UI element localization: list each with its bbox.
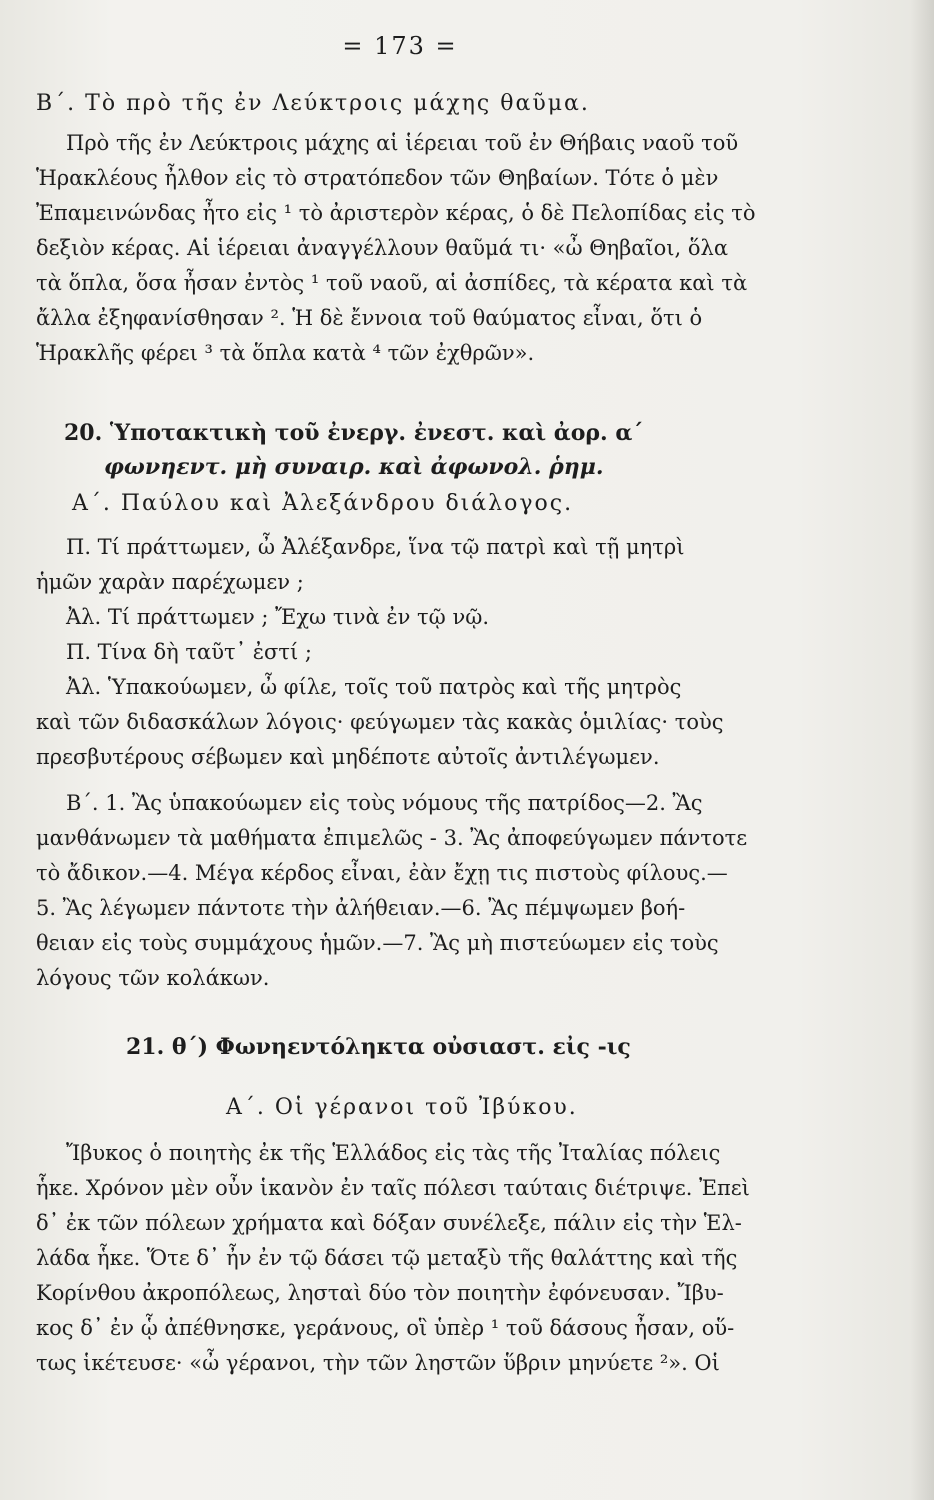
dialogue-line: Ἀλ. Τί πράττωμεν ; Ἔχω τινὰ ἐν τῷ νῷ. — [66, 605, 490, 629]
paragraph-line: Πρὸ τῆς ἐν Λεύκτροις μάχης αἱ ἱέρειαι τοῦ ἐν Θήβαις ναοῦ τοῦ — [66, 131, 739, 155]
section-20-heading — [36, 416, 836, 484]
paragraph-line: ἄλλα ἐξηφανίσθησαν ². Ἡ δὲ ἔννοια τοῦ θαύματος εἶναι, ὅτι ὁ — [36, 306, 703, 330]
page-gutter-shadow — [910, 0, 934, 1500]
story-title-block — [36, 1090, 836, 1126]
section-b-title: Β΄. Τὸ πρὸ τῆς ἐν Λεύκτροις μάχης θαῦμα. — [36, 91, 590, 116]
dialogue-line: Π. Τίνα δὴ ταῦτ᾿ ἐστί ; — [66, 640, 312, 664]
exercise-line: μανθάνωμεν τὰ μαθήματα ἐπιμελῶς - 3. Ἂς ἀποφεύγωμεν πάντοτε — [36, 826, 748, 850]
exercise-line: λόγους τῶν κολάκων. — [36, 966, 270, 990]
paragraph-line: δεξιὸν κέρας. Αἱ ἱέρειαι ἀναγγέλλουν θαῦμά τι· «ὦ Θηβαῖοι, ὅλα — [36, 236, 729, 260]
page-number: = 173 = — [342, 32, 458, 60]
paragraph-line: Ἡρακλῆς φέρει ³ τὰ ὅπλα κατὰ ⁴ τῶν ἐχθρῶν». — [36, 341, 535, 365]
story-line: δ᾿ ἐκ τῶν πόλεων χρήματα καὶ δόξαν συνέλεξε, πάλιν εἰς τὴν Ἑλ- — [36, 1211, 742, 1235]
story-line: τως ἱκέτευσε· «ὦ γέρανοι, τὴν τῶν ληστῶν ὕβριν μηνύετε ²». Οἱ — [36, 1351, 720, 1375]
paragraph-1 — [36, 126, 836, 371]
story-line: Κορίνθου ἀκροπόλεως, λησταὶ δύο τὸν ποιητὴν ἐφόνευσαν. Ἴβυ- — [36, 1281, 724, 1305]
story-line: λάδα ἧκε. Ὅτε δ᾿ ἦν ἐν τῷ δάσει τῷ μεταξὺ τῆς θαλάττης καὶ τῆς — [36, 1246, 738, 1270]
section-21-heading — [36, 1030, 836, 1064]
exercise-line: 5. Ἂς λέγωμεν πάντοτε τὴν ἀλήθειαν.—6. Ἂς πέμψωμεν βοή- — [36, 896, 686, 920]
exercises-block — [36, 786, 836, 996]
exercise-line: Β΄. 1. Ἂς ὑπακούωμεν εἰς τοὺς νόμους τῆς πατρίδος—2. Ἂς — [66, 791, 703, 815]
section-b-block — [36, 86, 836, 122]
dialogue-block — [36, 530, 836, 775]
story-line: ἧκε. Χρόνον μὲν οὖν ἱκανὸν ἐν ταῖς πόλεσι ταύταις διέτριψε. Ἐπεὶ — [36, 1176, 750, 1200]
story-line: Ἴβυκος ὁ ποιητὴς ἐκ τῆς Ἑλλάδος εἰς τὰς τῆς Ἰταλίας πόλεις — [66, 1141, 721, 1165]
story-title: Α΄. Οἱ γέρανοι τοῦ Ἰβύκου. — [226, 1095, 578, 1120]
story-line: κος δ᾿ ἐν ᾧ ἀπέθνησκε, γεράνους, οἳ ὑπὲρ ¹ τοῦ δάσους ἦσαν, οὕ- — [36, 1316, 735, 1340]
story-block — [36, 1136, 836, 1381]
dialogue-title: Α΄. Παύλου καὶ Ἀλεξάνδρου διάλογος. — [72, 491, 574, 516]
dialogue-line: καὶ τῶν διδασκάλων λόγοις· φεύγωμεν τὰς κακὰς ὁμιλίας· τοὺς — [36, 710, 724, 734]
paragraph-line: Ἐπαμεινώνδας ἦτο εἰς ¹ τὸ ἀριστερὸν κέρας, ὁ δὲ Πελοπίδας εἰς τὸ — [36, 201, 756, 225]
dialogue-line: Π. Τί πράττωμεν, ὦ Ἀλέξανδρε, ἵνα τῷ πατρὶ καὶ τῇ μητρὶ — [66, 535, 685, 559]
section-20-subtitle: φωνηεντ. μὴ συναιρ. καὶ ἀφωνολ. ῥημ. — [104, 454, 604, 480]
exercise-line: τὸ ἄδικον.—4. Μέγα κέρδος εἶναι, ἐὰν ἔχῃ τις πιστοὺς φίλους.— — [36, 861, 728, 885]
paragraph-line: τὰ ὅπλα, ὅσα ἦσαν ἐντὸς ¹ τοῦ ναοῦ, αἱ ἀσπίδες, τὰ κέρατα καὶ τὰ — [36, 271, 748, 295]
dialogue-line: πρεσβυτέρους σέβωμεν καὶ μηδέποτε αὐτοῖς ἀντιλέγωμεν. — [36, 745, 660, 769]
paragraph-line: Ἡρακλέους ἦλθον εἰς τὸ στρατόπεδον τῶν Θηβαίων. Τότε ὁ μὲν — [36, 166, 719, 190]
section-21-title: 21. θ΄) Φωνηεντόληκτα οὐσιαστ. εἰς -ις — [126, 1034, 631, 1060]
dialogue-line: ἡμῶν χαρὰν παρέχωμεν ; — [36, 570, 304, 594]
exercise-line: θειαν εἰς τοὺς συμμάχους ἡμῶν.—7. Ἂς μὴ πιστεύωμεν εἰς τοὺς — [36, 931, 719, 955]
section-20-title: 20. Ὑποτακτικὴ τοῦ ἐνεργ. ἐνεστ. καὶ ἀορ. α΄ — [64, 420, 644, 446]
dialogue-title-block — [36, 486, 836, 522]
dialogue-line: Ἀλ. Ὑπακούωμεν, ὦ φίλε, τοῖς τοῦ πατρὸς καὶ τῆς μητρὸς — [66, 675, 682, 699]
